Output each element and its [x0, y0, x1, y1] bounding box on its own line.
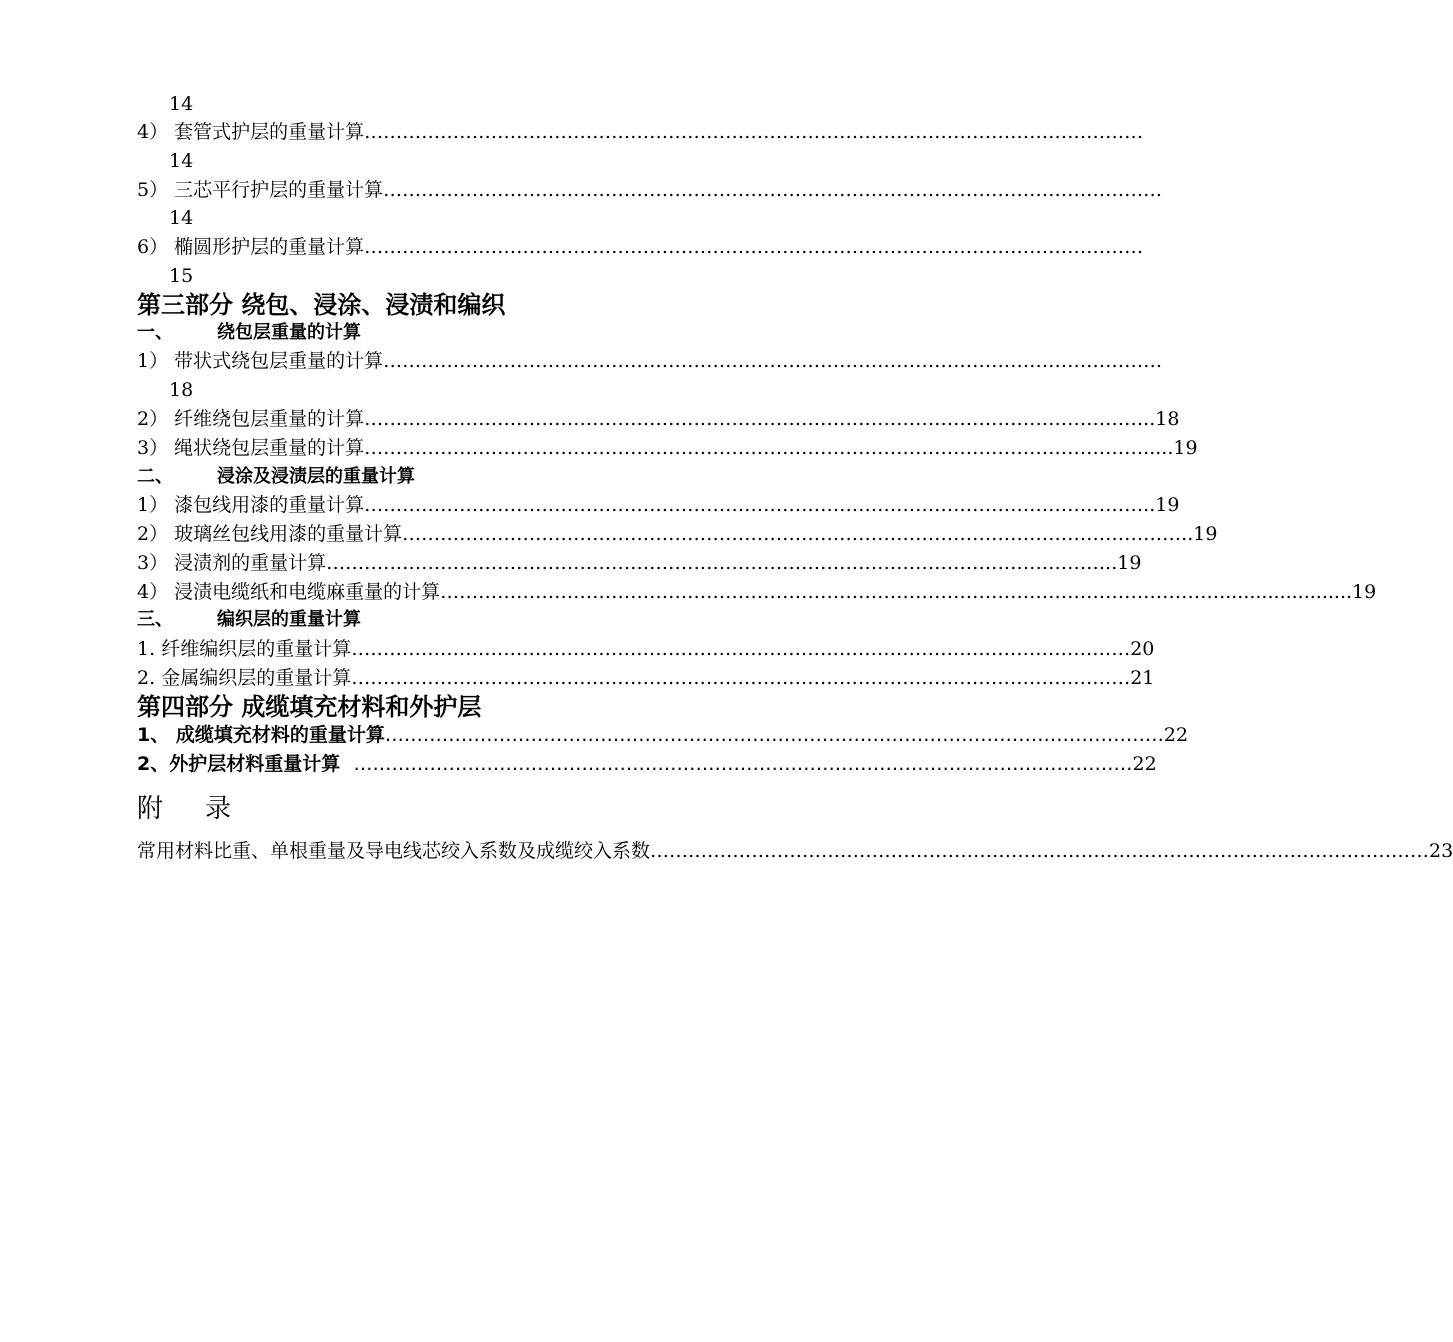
toc-entry-prefix: 1）	[137, 494, 169, 516]
toc-leader-dots: ……………………………………………………………………………………………………………	[364, 437, 1144, 459]
toc-leader-dots: ……………………………………………………………………………………………………………	[364, 408, 1144, 430]
toc-entry-label: 常用材料比重、单根重量及导电线芯绞入系数及成缆绞入系数	[137, 840, 651, 862]
toc-leader-dots: ……………………………………………………………………………………………………………	[384, 724, 1164, 746]
toc-page-number: 14	[169, 150, 194, 172]
toc-entry-label: 套管式护层的重量计算	[174, 121, 365, 143]
toc-leader-dots: ……………………………………………………………………………………………………………	[383, 179, 1163, 201]
toc-leader-dots: ……………………………………………………………………………………………………………	[351, 667, 1131, 689]
toc-leader-dots: ……………………………………………………………………………………………………………	[364, 121, 1144, 143]
toc-page-number: 15	[169, 265, 194, 287]
toc-leader-dots: ……………………………………………………………………………………………………………	[353, 753, 1133, 775]
toc-entry[interactable]	[137, 492, 1180, 518]
toc-entry-prefix: 3）	[137, 437, 169, 459]
toc-entry-prefix: 2）	[137, 408, 169, 430]
toc-entry-prefix: 3）	[137, 552, 169, 574]
toc-entry[interactable]	[137, 636, 1155, 662]
toc-entry-label: 漆包线用漆的重量计算	[174, 494, 365, 516]
section-prefix: 一、	[137, 322, 173, 343]
toc-entry-prefix: 4）	[137, 581, 169, 603]
toc-entry[interactable]	[137, 550, 1142, 576]
toc-page-number: 20	[1130, 638, 1155, 660]
toc-entry-label: 浸渍电缆纸和电缆麻重量的计算	[174, 581, 441, 603]
toc-entry-label: 绳状绕包层重量的计算	[174, 437, 365, 459]
toc-entry-prefix: 1、	[137, 724, 170, 746]
toc-leader-dots: ……………………………………………………………………………………………………………	[326, 552, 1106, 574]
toc-entry-label: 外护层材料重量计算	[169, 753, 341, 775]
toc-page-number: 14	[169, 93, 194, 115]
toc-entry[interactable]	[137, 435, 1198, 461]
toc-page-number: ..19	[1105, 552, 1142, 574]
toc-page-number: ..19	[1181, 523, 1218, 545]
toc-entry-prefix: 1.	[137, 638, 156, 660]
toc-entry-prefix: 1）	[137, 350, 169, 372]
toc-page-number: 22	[1163, 724, 1189, 746]
appendix-title-char: 录	[205, 794, 232, 824]
toc-entry[interactable]	[137, 665, 1155, 691]
toc-entry-prefix: 5）	[137, 179, 169, 201]
toc-entry[interactable]	[137, 722, 1189, 748]
toc-entry[interactable]	[137, 177, 1163, 203]
toc-entry-prefix: 2、	[137, 753, 170, 775]
toc-entry[interactable]	[137, 751, 1157, 777]
toc-entry-prefix: 6）	[137, 236, 169, 258]
toc-leader-dots: ……………………………………………………………………………………………………………	[364, 494, 1144, 516]
toc-entry-label: 浸渍剂的重量计算	[174, 552, 327, 574]
toc-entry[interactable]	[137, 234, 1144, 260]
toc-entry-prefix: 2.	[137, 667, 156, 689]
toc-entry-label: 椭圆形护层的重量计算	[174, 236, 365, 258]
toc-entry-label: 成缆填充材料的重量计算	[175, 724, 385, 746]
section-prefix: 二、	[137, 466, 173, 487]
toc-page-number: ......................19	[1219, 581, 1377, 603]
toc-entry-label: 带状式绕包层重量的计算	[174, 350, 384, 372]
section-heading[interactable]	[137, 320, 361, 346]
toc-leader-dots: ……………………………………………………………………………………………………………	[364, 236, 1144, 258]
toc-entry-label: 纤维编织层的重量计算	[161, 638, 352, 660]
toc-entry-prefix: 4）	[137, 121, 169, 143]
toc-entry[interactable]	[137, 119, 1144, 145]
section-title: 绕包层重量的计算	[217, 322, 361, 343]
section-title: 浸涂及浸渍层的重量计算	[217, 466, 415, 487]
toc-entry[interactable]	[137, 521, 1218, 547]
section-title: 编织层的重量计算	[217, 609, 361, 630]
toc-entry[interactable]	[137, 579, 1377, 605]
toc-page-number: 18	[169, 379, 194, 401]
toc-leader-dots: ……………………………………………………………………………………………………………	[440, 581, 1220, 603]
toc-page-number: 14	[169, 207, 194, 229]
toc-entry[interactable]	[137, 348, 1163, 374]
appendix-heading[interactable]	[137, 792, 231, 826]
part-heading[interactable]: 第四部分 成缆填充材料和外护层	[137, 693, 482, 721]
section-heading[interactable]	[137, 464, 415, 490]
toc-leader-dots: ……………………………………………………………………………………………………………	[383, 350, 1163, 372]
toc-leader-dots: ……………………………………………………………………………………………………………	[650, 840, 1430, 862]
toc-page-number: ..19	[1143, 494, 1180, 516]
toc-entry-label: 三芯平行护层的重量计算	[174, 179, 384, 201]
toc-page-number: 23	[1429, 840, 1453, 862]
toc-entry-label: 玻璃丝包线用漆的重量计算	[174, 523, 403, 545]
toc-leader-dots: ……………………………………………………………………………………………………………	[402, 523, 1182, 545]
toc-entry[interactable]	[137, 838, 1453, 864]
section-heading[interactable]	[137, 607, 361, 633]
toc-entry-label: 纤维绕包层重量的计算	[174, 408, 365, 430]
part-heading[interactable]: 第三部分 绕包、浸涂、浸渍和编织	[137, 291, 506, 319]
toc-page-number: .....19	[1143, 437, 1198, 459]
toc-entry-prefix: 2）	[137, 523, 169, 545]
toc-entry-label: 金属编织层的重量计算	[161, 667, 352, 689]
section-prefix: 三、	[137, 609, 173, 630]
toc-page-number: ..18	[1143, 408, 1180, 430]
toc-page-number: 22	[1132, 753, 1157, 775]
toc-page-number: 21	[1130, 667, 1155, 689]
toc-leader-dots: ……………………………………………………………………………………………………………	[351, 638, 1131, 660]
appendix-title-char: 附	[137, 794, 164, 824]
toc-entry[interactable]	[137, 406, 1180, 432]
